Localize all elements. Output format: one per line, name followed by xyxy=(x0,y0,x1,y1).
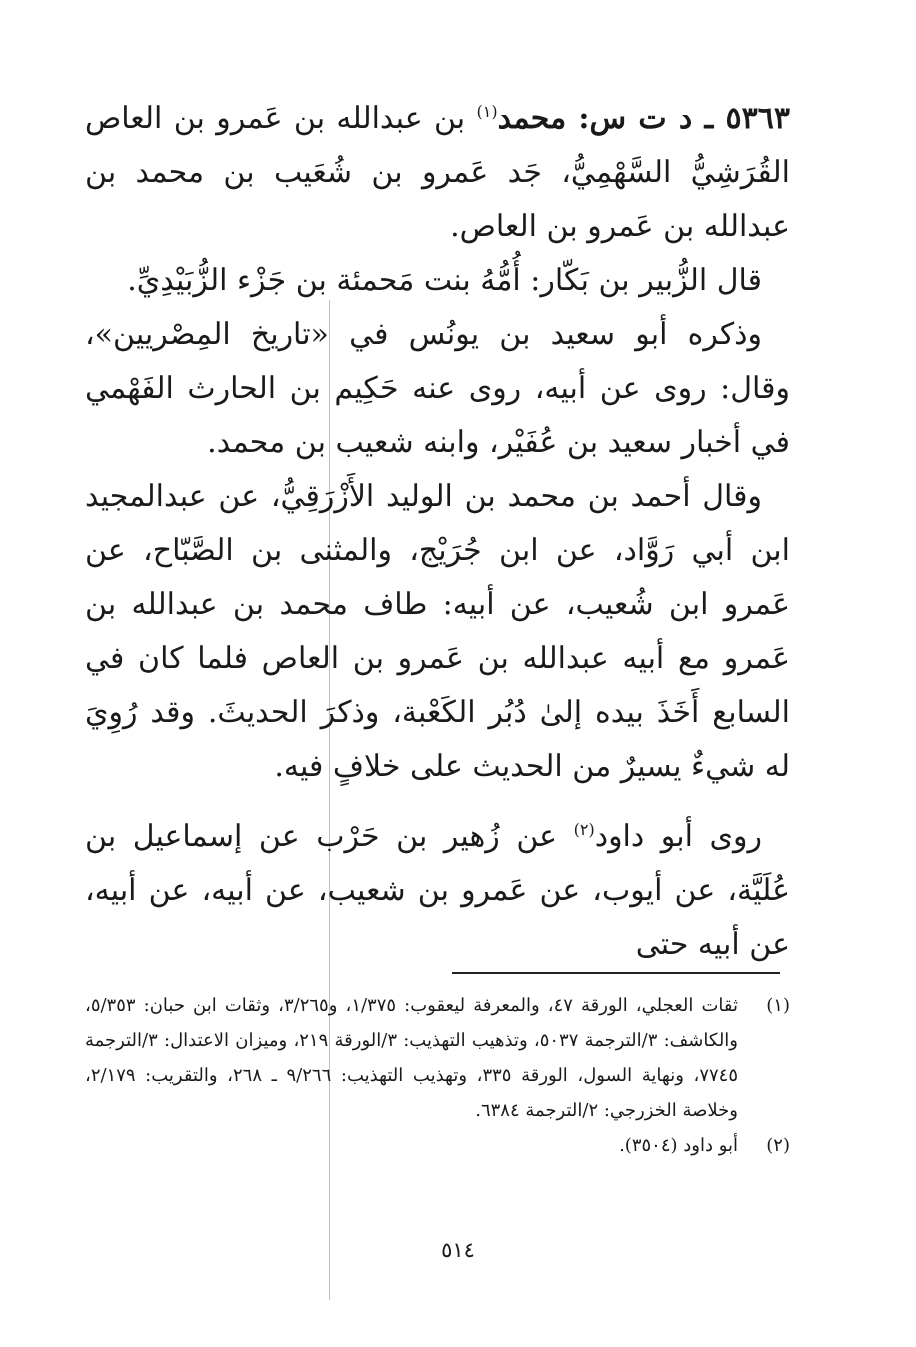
page-number: ٥١٤ xyxy=(441,1238,475,1262)
narration-rest: عن زُهير بن حَرْب عن إسماعيل بن عُلَيَّة، عن أيوب، عن عَمرو بن شعيب، عن أبيه، عن أبيه، عن أبيه حتى xyxy=(85,819,790,962)
footnotes xyxy=(85,988,790,1163)
footnote-marker: (٢) xyxy=(766,1135,790,1156)
paragraph-narration xyxy=(85,810,790,972)
footnote-marker: (١) xyxy=(766,995,790,1016)
paragraph-mother: قال الزُّبير بن بَكّار: أُمُّهُ بنت مَحمئة بن جَزْء الزُّبَيْدِيِّ. xyxy=(127,263,762,298)
footnote-2 xyxy=(85,1128,790,1163)
footnote-text: ثقات العجلي، الورقة ٤٧، والمعرفة ليعقوب: ١/٣٧٥، و٣/٢٦٥، وثقات ابن حبان: ٥/٣٥٣، والكاشف: ٣/الترجمة ٥٠٣٧، وتذهيب التهذيب: ٣/الورقة ٢١٩، وميزان الاعتدال: ٣/الترجمة ٧٧٤٥، ونهاية السول، الورقة ٣٣٥، وتهذيب التهذيب: ٩/٢٦٦ ـ ٢٦٨، والتقريب: ٢/١٧٩، وخلاصة الخزرجي: ٢/الترجمة ٦٣٨٤. xyxy=(85,995,738,1121)
footnote-1 xyxy=(85,988,790,1128)
footnote-text: أبو داود (٣٥٠٤). xyxy=(619,1135,738,1156)
paragraph-ibn-yunus: وذكره أبو سعيد بن يونُس في «تاريخ المِصْريين»، وقال: روى عن أبيه، روى عنه حَكِيم بن الحارث الفَهْمي في أخبار سعيد بن عُفَيْر، وابنه شعيب بن محمد. xyxy=(85,317,790,460)
entry-paragraph xyxy=(85,92,790,254)
entry-line-text: بن عبدالله بن عَمرو بن العاص القُرَشِيُّ السَّهْمِيُّ، جَد عَمرو بن شُعَيب بن محمد بن عبدالله بن عَمرو بن العاص. xyxy=(85,101,790,244)
footnote-separator xyxy=(452,972,780,974)
footnote-ref-1[interactable]: (١) xyxy=(476,102,498,121)
footnote-ref-2[interactable]: (٢) xyxy=(573,820,595,839)
narration-start: روى أبو داود xyxy=(594,819,762,854)
entry-heading: ٥٣٦٣ ـ د ت س: محمد xyxy=(497,101,790,136)
main-text xyxy=(85,92,790,972)
paragraph-azraqi: وقال أحمد بن محمد بن الوليد الأَزْرَقِيُّ، عن عبدالمجيد ابن أبي رَوَّاد، عن ابن جُرَيْج، والمثنى بن الصَّبّاح، عن عَمرو ابن شُعيب، عن أبيه: طاف محمد بن عبدالله بن عَمرو مع أبيه عبدالله بن عَمرو بن العاص فلما كان في السابع أَخَذَ بيده إلىٰ دُبُر الكَعْبة، وذكرَ الحديثَ. وقد رُوِيَ له شيءٌ يسيرٌ من الحديث على خلافٍ فيه. xyxy=(85,479,790,784)
